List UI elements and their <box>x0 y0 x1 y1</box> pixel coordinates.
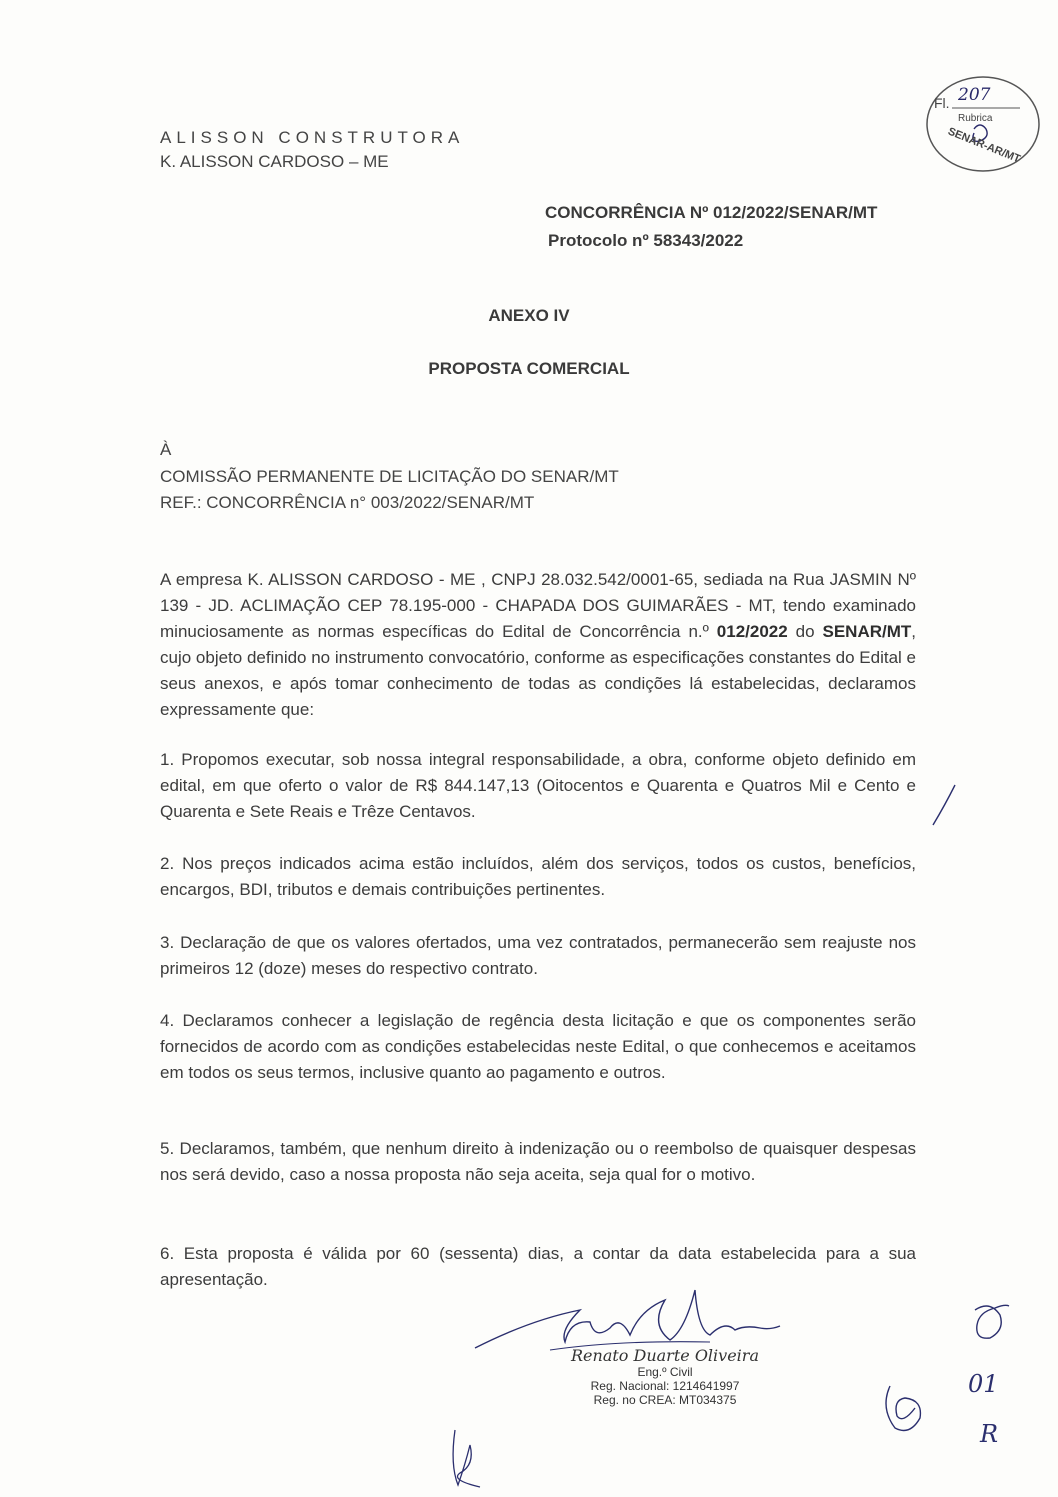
margin-mark-r: R <box>980 1420 999 1448</box>
item-4: 4. Declaramos conhecer a legislação de regência desta licitação e que os componentes serão fornecidos de acordo com as condições estabelecidas neste Edital, o que conhecemos e aceitamos em todos os seus termos, inclusive quanto ao pagamento e outros. <box>160 1011 916 1082</box>
margin-slash-mark <box>925 780 965 830</box>
item-3: 3. Declaração de que os valores ofertados, uma vez contratados, permanecerão sem reajuste nos primeiros 12 (doze) meses do respectivo contrato. <box>160 933 916 978</box>
signer-role: Eng.º Civil <box>637 1365 693 1379</box>
intro-text-3: , cujo objeto definido no instrumento convocatório, conforme as especificações constantes do Edital e seus anexos, e após tomar conhecimento de todas as condições lá estabelecidas, declaramos expressamente que: <box>160 622 917 719</box>
intro-text-1: A empresa K. ALISSON CARDOSO - ME , CNPJ 28.032.542/0001-65, sediada na Rua JASMIN Nº 139 - JD. ACLIMAÇÃO CEP 78.195-000 - CHAPADA DOS GUIMARÃES - MT, tendo examinado minuciosamente as normas específicas do Edital de Concorrência n.º <box>160 570 916 641</box>
addressee-to: À <box>160 440 172 459</box>
stamp-fl-label: Fl. <box>934 95 950 111</box>
stamp-rubrica: Rubrica <box>958 113 993 124</box>
stamp-org: SENAR-AR/MT <box>946 125 1022 166</box>
addressee-commission: COMISSÃO PERMANENTE DE LICITAÇÃO DO SENAR/MT <box>160 467 619 486</box>
item-6: 6. Esta proposta é válida por 60 (sessenta) dias, a contar da data estabelecida para a sua apresentação. <box>160 1244 916 1289</box>
reference-protocolo: Protocolo nº 58343/2022 <box>548 231 744 250</box>
item-2: 2. Nos preços indicados acima estão incluídos, além dos serviços, todos os custos, benefícios, encargos, BDI, tributos e demais contribuições pertinentes. <box>160 854 916 899</box>
item-1: 1. Propomos executar, sob nossa integral responsabilidade, a obra, conforme objeto definido em edital, em que oferto o valor de R$ 844.147,13 (Oitocentos e Quarenta e Quatros Mil e Cento e Quarenta e Sete Reais e Trêze Centavos. <box>160 750 916 821</box>
company-legal-name: K. ALISSON CARDOSO – ME <box>160 152 389 171</box>
intro-paragraph <box>160 567 916 723</box>
intro-text-2: do <box>787 622 823 641</box>
addressee-reference: REF.: CONCORRÊNCIA n° 003/2022/SENAR/MT <box>160 493 535 512</box>
reference-concorrencia: CONCORRÊNCIA Nº 012/2022/SENAR/MT <box>545 203 878 222</box>
proposal-heading: PROPOSTA COMERCIAL <box>428 359 630 378</box>
margin-rubric-mark <box>875 1378 935 1438</box>
margin-mark-01: 01 <box>968 1370 999 1398</box>
intro-entity: SENAR/MT <box>822 622 912 641</box>
signer-name: Renato Duarte Oliveira <box>571 1346 759 1365</box>
company-name: ALISSON CONSTRUTORA <box>160 128 465 147</box>
signer-crea-reg: Reg. no CREA: MT034375 <box>593 1393 737 1407</box>
margin-initial-mark <box>965 1300 1015 1350</box>
protocol-stamp <box>924 74 1042 174</box>
bottom-initial-mark <box>440 1425 490 1495</box>
stamp-page-number: 207 <box>958 85 991 105</box>
signer-national-reg: Reg. Nacional: 1214641997 <box>590 1379 740 1393</box>
intro-edital-number: 012/2022 <box>716 622 788 641</box>
signature-block <box>555 1346 775 1407</box>
annex-heading: ANEXO IV <box>488 306 570 325</box>
item-5: 5. Declaramos, também, que nenhum direito à indenização ou o reembolso de quaisquer despesas nos será devido, caso a nossa proposta não seja aceita, seja qual for o motivo. <box>160 1139 916 1184</box>
